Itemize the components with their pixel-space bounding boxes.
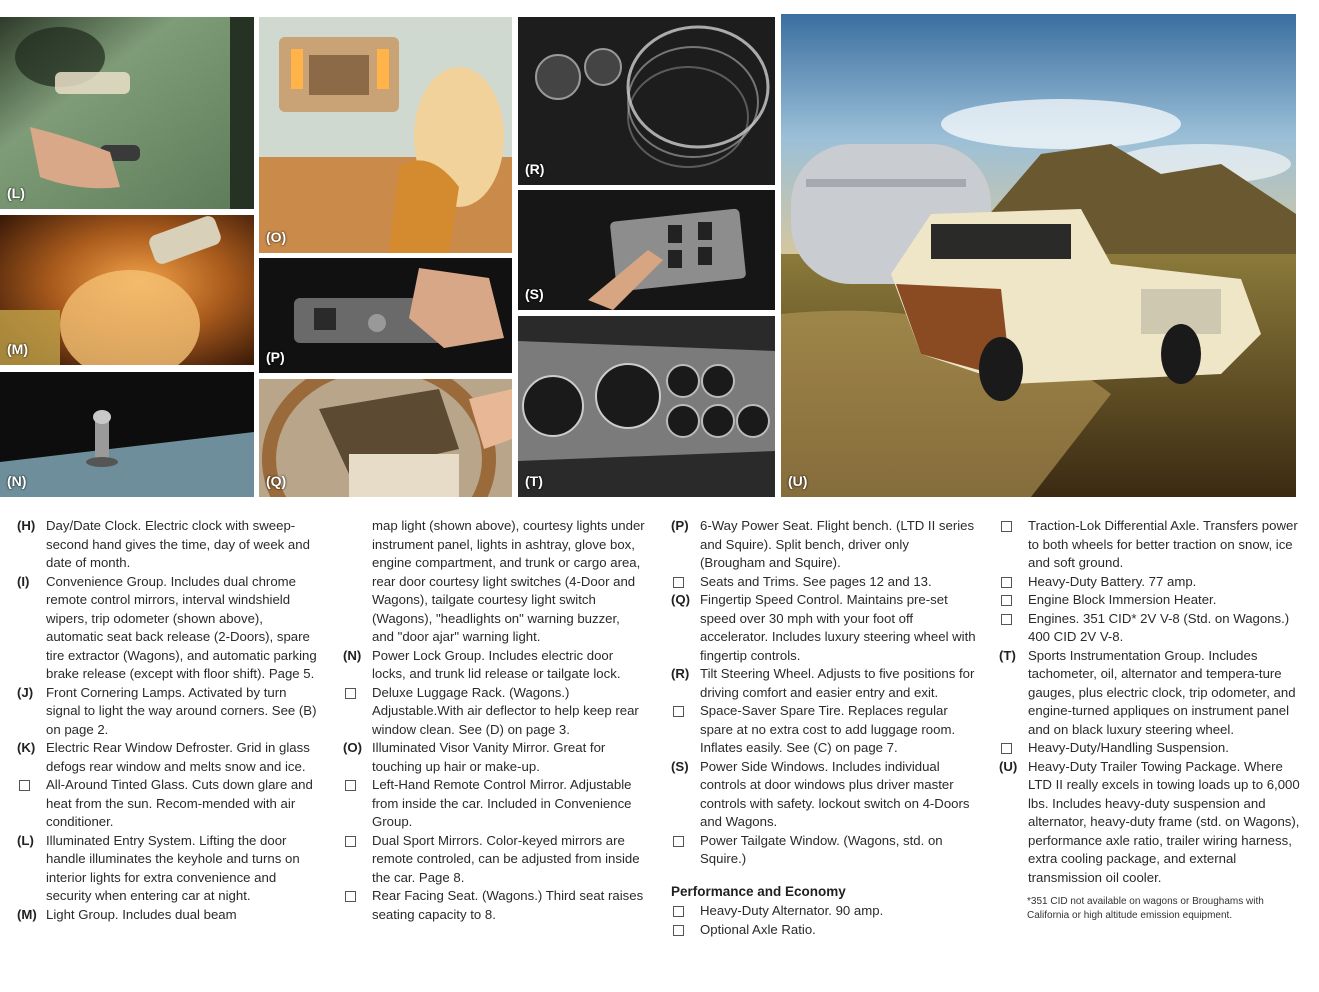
option-description: Power Tailgate Window. (Wagons, std. on Squire.) — [700, 832, 943, 866]
option-item — [999, 573, 1301, 592]
option-item — [343, 647, 645, 684]
wagon-towing-illustration — [781, 14, 1296, 497]
vanity-mirror-illustration — [259, 17, 512, 253]
option-item — [671, 921, 977, 940]
photo-illuminated-entry — [0, 17, 254, 209]
option-description: Deluxe Luggage Rack. (Wagons.) Adjustable.With air deflector to help keep rear window clean. See (D) on page 3. — [372, 684, 639, 737]
option-checkbox[interactable] — [673, 836, 684, 847]
option-letter-label: (U) — [999, 758, 1018, 774]
option-letter-label: (S) — [671, 758, 689, 774]
photo-light-group — [0, 215, 254, 365]
option-item — [17, 776, 317, 832]
option-description: Illuminated Entry System. Lifting the door handle illuminates the keyhole and turns on interior lights for extra convenience and security when entering car at night. — [46, 832, 300, 903]
option-checkbox[interactable] — [1001, 743, 1012, 754]
photo-sports-instrumentation — [518, 316, 775, 497]
option-item — [671, 902, 977, 921]
option-letter-label: (I) — [17, 573, 30, 589]
option-item — [17, 573, 317, 684]
photo-power-windows — [518, 190, 775, 310]
option-letter-label: (K) — [17, 740, 36, 755]
option-letter-label: (Q) — [671, 592, 691, 607]
photo-vanity-mirror — [259, 17, 512, 253]
option-description: Heavy-Duty/Handling Suspension. — [1028, 740, 1229, 755]
option-description: 6-Way Power Seat. Flight bench. (LTD II series and Squire). Split bench, driver only (Brougham and Squire). — [700, 518, 975, 570]
option-item — [671, 702, 977, 758]
options-column-1 — [17, 517, 317, 924]
option-item — [17, 906, 317, 925]
photo-label-s: (S) — [525, 286, 544, 302]
option-letter-label: (L) — [17, 832, 34, 848]
option-description: Sports Instrumentation Group. Includes tachometer, oil, alternator and tempera-ture gauges, plus electric clock, trip odometer, and engine-turned appliques on instrument panel and on black luxury steering wheel. — [1028, 647, 1296, 737]
option-item — [999, 517, 1301, 573]
option-item — [671, 758, 977, 832]
seat-switch-illustration — [259, 258, 512, 373]
photo-power-seat — [259, 258, 512, 373]
option-checkbox[interactable] — [19, 780, 30, 791]
option-checkbox[interactable] — [673, 906, 684, 917]
option-description: Electric Rear Window Defroster. Grid in glass defogs rear window and melts snow and ice. — [46, 740, 310, 774]
option-checkbox[interactable] — [345, 836, 356, 847]
option-letter-label: (N) — [343, 647, 362, 663]
option-item — [671, 573, 977, 592]
option-letter-label: (H) — [17, 518, 36, 533]
options-column-4 — [999, 517, 1301, 923]
option-description: Optional Axle Ratio. — [700, 921, 816, 937]
option-description: Front Cornering Lamps. Activated by turn signal to light the way around corners. See (B) on page 2. — [46, 684, 317, 737]
option-description: Left-Hand Remote Control Mirror. Adjustable from inside the car. Included in Convenience Group. — [372, 777, 632, 829]
photo-label-n: (N) — [7, 473, 27, 489]
option-item — [671, 832, 977, 869]
option-description: Illuminated Visor Vanity Mirror. Great for touching up hair or make-up. — [372, 740, 606, 774]
option-description: Convenience Group. Includes dual chrome remote control mirrors, interval windshield wipers, trip odometer (shown above), automatic seat back release (2-Doors), spare tire extractor (Wagons), and automatic parking brake release (except with floor shift). Page 5. — [46, 573, 317, 681]
option-letter-label: (M) — [17, 906, 37, 922]
photo-label-r: (R) — [525, 161, 545, 177]
option-checkbox[interactable] — [1001, 521, 1012, 532]
option-checkbox[interactable] — [673, 925, 684, 936]
photo-label-m: (M) — [7, 341, 28, 357]
option-item — [999, 610, 1301, 647]
map-light-illustration — [0, 215, 254, 365]
photo-label-p: (P) — [266, 349, 285, 365]
door-lock-illustration — [0, 372, 254, 497]
window-switch-illustration — [518, 190, 775, 310]
options-column-3 — [671, 517, 977, 939]
option-checkbox[interactable] — [345, 780, 356, 791]
option-description: Heavy-Duty Battery. 77 amp. — [1028, 573, 1197, 589]
photo-label-u: (U) — [788, 473, 808, 489]
option-description: Rear Facing Seat. (Wagons.) Third seat raises seating capacity to 8. — [372, 888, 644, 922]
option-description: Tilt Steering Wheel. Adjusts to five positions for driving comfort and easier entry and exit. — [700, 666, 975, 700]
option-description: Power Side Windows. Includes individual controls at door windows plus driver master controls with safety. lockout switch on 4-Doors and Wagons. — [700, 758, 970, 829]
option-description: Light Group. Includes dual beam — [46, 906, 237, 922]
photo-label-l: (L) — [7, 185, 25, 201]
engine-footnote: *351 CID not available on wagons or Broughams with California or high altitude emission equipment. — [1027, 896, 1264, 921]
option-letter-label: (P) — [671, 518, 689, 533]
option-item — [671, 665, 977, 702]
option-item — [999, 591, 1301, 610]
option-letter-label: (R) — [671, 666, 690, 681]
option-description: Day/Date Clock. Electric clock with sweep-second hand gives the time, day of week and date of month. — [46, 518, 310, 570]
option-letter-label: (T) — [999, 647, 1016, 663]
photo-speed-control — [259, 379, 512, 497]
option-description: Engines. 351 CID* 2V V-8 (Std. on Wagons.) 400 CID 2V V-8. — [1028, 610, 1290, 644]
option-checkbox[interactable] — [1001, 577, 1012, 588]
option-item — [671, 591, 977, 665]
light-group-continued: map light (shown above), courtesy lights under instrument panel, lights in ashtray, glove box, engine compartment, and trunk or cargo area, rear door courtesy light switches (4-Door and Wagons), tailgate courtesy light switch (Wagons), "headlights on" warning buzzer, and "door ajar" warning light. — [372, 518, 645, 644]
option-item — [999, 647, 1301, 740]
photo-label-t: (T) — [525, 473, 543, 489]
option-item — [671, 517, 977, 573]
option-checkbox[interactable] — [673, 577, 684, 588]
option-description: All-Around Tinted Glass. Cuts down glare and heat from the sun. Recom-mended with air conditioner. — [46, 777, 313, 829]
photo-label-q: (Q) — [266, 473, 287, 489]
option-checkbox[interactable] — [1001, 614, 1012, 625]
option-item — [17, 832, 317, 906]
photo-tilt-steering — [518, 17, 775, 185]
option-letter-label: (O) — [343, 740, 363, 755]
photo-power-lock — [0, 372, 254, 497]
option-item — [343, 887, 645, 924]
option-letter-label: (J) — [17, 684, 34, 700]
option-checkbox[interactable] — [345, 688, 356, 699]
option-item — [343, 739, 645, 776]
photo-label-o: (O) — [266, 229, 287, 245]
option-checkbox[interactable] — [345, 891, 356, 902]
photo-trailer-towing — [781, 14, 1296, 497]
option-item — [999, 739, 1301, 758]
option-item — [343, 684, 645, 740]
option-description: Heavy-Duty Trailer Towing Package. Where LTD II really excels in towing loads up to 6,000 lbs. Includes heavy-duty suspension and alternator, heavy-duty frame (std. on Wagons), performance axle ratio, trailer wiring harness, extra cooling package, and external transmission oil cooler. — [1028, 758, 1300, 885]
option-description: Fingertip Speed Control. Maintains pre-set speed over 30 mph with your foot off accelerator. Includes luxury steering wheel with fingertip controls. — [700, 592, 976, 663]
section-heading-performance: Performance and Economy — [671, 883, 846, 899]
options-column-2 — [343, 517, 645, 924]
option-description: Engine Block Immersion Heater. — [1028, 592, 1217, 607]
option-checkbox[interactable] — [1001, 595, 1012, 606]
option-item — [17, 684, 317, 740]
option-item — [343, 832, 645, 888]
option-description: Power Lock Group. Includes electric door locks, and trunk lid release or tailgate lock. — [372, 647, 621, 681]
option-item — [17, 517, 317, 573]
option-description: Traction-Lok Differential Axle. Transfers power to both wheels for better traction on snow, ice and soft ground. — [1028, 518, 1298, 570]
door-handle-illustration — [0, 17, 254, 209]
option-description: Heavy-Duty Alternator. 90 amp. — [700, 903, 884, 918]
option-item — [999, 758, 1301, 888]
option-description: Seats and Trims. See pages 12 and 13. — [700, 573, 932, 589]
option-item — [17, 739, 317, 776]
option-item — [343, 776, 645, 832]
option-description: Space-Saver Spare Tire. Replaces regular spare at no extra cost to add luggage room. Inflates easily. See (C) on page 7. — [700, 703, 956, 755]
gauge-cluster-illustration — [518, 316, 775, 497]
tilt-wheel-illustration — [518, 17, 775, 185]
option-checkbox[interactable] — [673, 706, 684, 717]
steering-wheel-illustration — [259, 379, 512, 497]
option-description: Dual Sport Mirrors. Color-keyed mirrors are remote controled, can be adjusted from inside the car. Page 8. — [372, 832, 640, 885]
